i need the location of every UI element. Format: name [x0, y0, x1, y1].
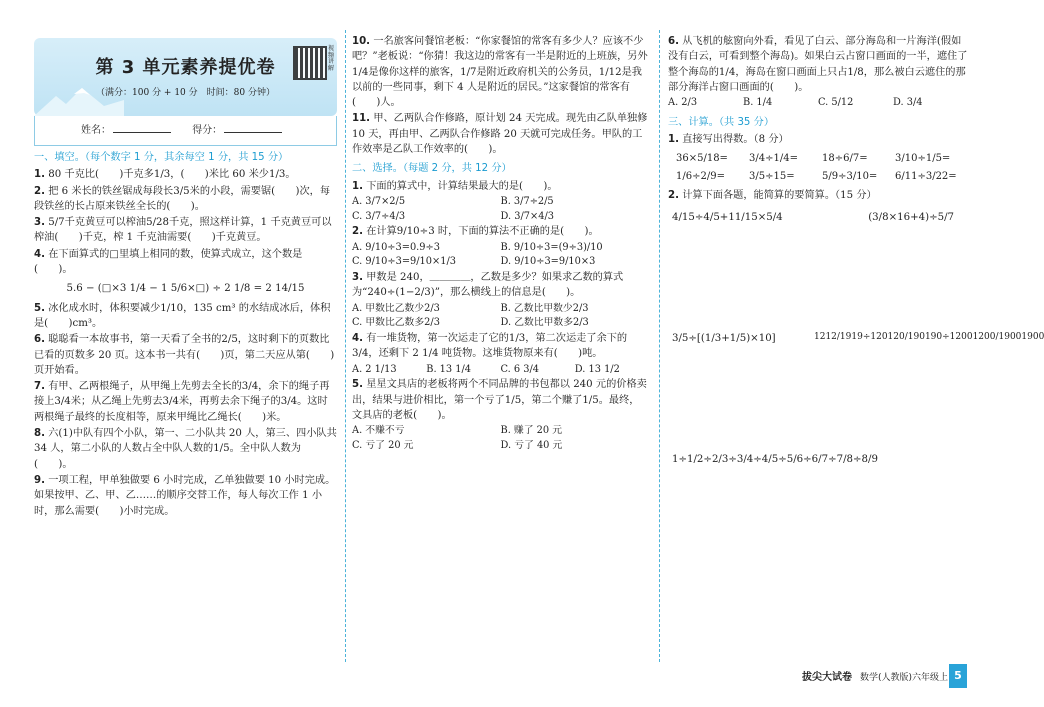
calc-item: 3/4÷1/4=: [749, 153, 798, 165]
option[interactable]: A. 不赚不亏: [352, 425, 405, 437]
qr-code-icon[interactable]: [293, 46, 327, 80]
calc-2-row-2: [672, 331, 1044, 346]
exam-info: （满分：100 分 + 10 分 时间：80 分钟）: [96, 88, 275, 98]
calc-expression: 4/15÷4/5+11/15×5/4: [672, 211, 783, 223]
score-label: 得分：: [192, 125, 223, 136]
column-left: [34, 38, 337, 700]
calc-item: 36×5/18=: [676, 153, 728, 165]
qr-label: 视频讲解: [327, 45, 334, 72]
option[interactable]: C. 5/12: [818, 97, 854, 109]
calc-expression: 1212/1919÷120120/190190÷12001200/19001900: [814, 332, 1044, 343]
choice-5-options-a: [352, 424, 649, 439]
choice-4: 4. 有一堆货物，第一次运走了它的1/3，第二次运走了余下的3/4，还剩下 2 1/4 吨货物。这堆货物原来有( )吨。: [352, 332, 628, 360]
column-divider: [345, 30, 346, 662]
choice-6-options: [668, 96, 968, 111]
option[interactable]: C. 甲数比乙数多2/3: [352, 317, 440, 329]
choice-1: 1. 下面的算式中，计算结果最大的是( )。: [352, 180, 558, 192]
choice-1-options-b: [352, 210, 649, 225]
option[interactable]: C. 6 3/4: [500, 363, 539, 375]
mountain-decoration: [34, 82, 124, 116]
option[interactable]: B. 乙数比甲数少2/3: [500, 302, 589, 314]
question-8: 8. 六(1)中队有四个小队，第一、二小队共 20 人，第三、四小队共 34 人，第二小队的人数占全中队人数的1/5。全中队人数为( )。: [34, 428, 337, 470]
choice-2-options-b: [352, 255, 649, 270]
choice-6: 6. 从飞机的舷窗向外看，看见了白云、部分海岛和一片海洋(假如没有白云，可看到整个海岛)。如果白云占窗口画面的一半，遮住了整个海岛的1/4，海岛在窗口画面上只占1/8，那么被白云遮住的那部分海洋占窗口画面的( )。: [668, 36, 968, 93]
option[interactable]: D. 13 1/2: [574, 363, 620, 375]
choice-3-options-b: [352, 316, 649, 331]
name-field[interactable]: [113, 123, 171, 133]
section-fill-in: 一、填空。（每个数字 1 分，其余每空 1 分，共 15 分）: [34, 152, 289, 163]
section-choice: 二、选择。（每题 2 分，共 12 分）: [352, 163, 512, 175]
calc-2: 2. 计算下面各题，能简算的要简算。（15 分）: [668, 190, 877, 202]
calc-item: 5/9÷3/10=: [822, 171, 878, 183]
option[interactable]: B. 9/10÷3=(9÷3)/10: [500, 241, 603, 253]
calc-expression: 1÷1/2÷2/3÷3/4÷4/5÷5/6÷6/7÷7/8÷8/9: [672, 454, 878, 466]
question-11: 11. 甲、乙两队合作修路，原计划 24 天完成。现先由乙队单独修 10 天，再由甲、乙两队合作修路 20 天就可完成任务。甲队的工作效率是乙队工作效率的( )。: [352, 113, 648, 156]
name-score-box: [34, 116, 337, 146]
option[interactable]: C. 亏了 20 元: [352, 439, 414, 451]
column-middle: [352, 34, 649, 696]
title-banner: [34, 38, 337, 116]
calc-2-row-1: [672, 210, 954, 225]
option[interactable]: D. 3/4: [893, 97, 923, 109]
answer-space[interactable]: [668, 346, 968, 446]
option[interactable]: C. 3/7÷4/3: [352, 210, 406, 222]
option[interactable]: B. 赚了 20 元: [500, 425, 563, 437]
calc-item: 3/5÷15=: [749, 171, 795, 183]
option[interactable]: B. 3/7÷2/5: [500, 195, 554, 207]
calc-item: 3/10÷1/5=: [895, 153, 951, 165]
choice-5-options-b: [352, 439, 649, 454]
choice-2-options-a: [352, 241, 649, 256]
name-label: 姓名：: [81, 125, 111, 136]
calc-expression: (3/8×16+4)÷5/7: [868, 211, 954, 223]
calc-item: 18÷6/7=: [822, 153, 868, 165]
page-title: 第 3 单元素养提优卷: [95, 57, 276, 78]
footer: [802, 670, 948, 686]
choice-2: 2. 在计算9/10÷3 时，下面的算法不正确的是( )。: [352, 226, 599, 238]
option[interactable]: C. 9/10÷3=9/10×1/3: [352, 256, 457, 268]
calc-item: 1/6÷2/9=: [676, 171, 725, 183]
brand-name: 拔尖大试卷: [801, 672, 852, 683]
choice-3-options-a: [352, 302, 649, 317]
question-6: 6. 聪聪看一本故事书，第一天看了全书的2/5，这时剩下的页数比已看的页数多 20 页。这本书一共有( )页，第二天应从第( )页开始看。: [34, 334, 335, 376]
option[interactable]: A. 2/3: [668, 97, 698, 109]
option[interactable]: A. 9/10÷3=0.9÷3: [352, 241, 440, 253]
option[interactable]: A. 甲数比乙数少2/3: [352, 302, 440, 314]
calc-expression: 3/5÷[(1/3+1/5)×10]: [672, 333, 776, 345]
option[interactable]: D. 3/7×4/3: [500, 210, 554, 222]
question-9: 9. 一项工程，甲单独做要 6 小时完成，乙单独做要 10 小时完成。如果按甲、乙、甲、乙……的顺序交替工作，每人每次工作 1 小时，那么需要( )小时完成。: [34, 474, 336, 517]
option[interactable]: D. 亏了 40 元: [500, 439, 563, 451]
option[interactable]: A. 2 1/13: [352, 363, 397, 375]
question-10: 10. 一名旅客问餐馆老板：“你家餐馆的常客有多少人？应该不少吧？”老板说：“你猜！我这边的常客有一半是附近的上班族，另外1/4是像你这样的旅客，1/7是附近政府机关的公务员，1/12是我以前的一些同事，剩下 4 人是附近的居民。”这家餐馆的常客有( )人。: [352, 36, 648, 109]
score-field[interactable]: [224, 123, 282, 133]
choice-1-options-a: [352, 195, 649, 210]
calc-item: 6/11÷3/22=: [895, 171, 957, 183]
answer-space[interactable]: [668, 225, 968, 325]
column-right: [668, 34, 1044, 696]
option[interactable]: B. 13 1/4: [426, 363, 472, 375]
choice-5: 5. 星星文具店的老板将两个不同品牌的书包都以 240 元的价格卖出，结果与进价相比，第一个亏了1/5，第二个赚了1/5。最终，文具店的老板( )。: [352, 379, 647, 421]
choice-4-options: [352, 363, 649, 378]
question-1: 1. 80 千克比( )千克多1/3，( )米比 60 米少1/3。: [34, 169, 296, 181]
calc-1-grid: [676, 151, 968, 184]
question-7: 7. 有甲、乙两根绳子，从甲绳上先剪去全长的3/4，余下的绳子再接上3/4米；从乙绳上先剪去3/4米，再剪去余下绳子的3/4。这时两根绳子最终的长度相等，原来甲绳比乙绳长( )米。: [34, 381, 330, 423]
column-divider: [659, 30, 660, 662]
subject-label: 数学(人教版)六年级上: [859, 673, 948, 683]
option[interactable]: A. 3/7×2/5: [352, 195, 406, 207]
question-3: 3. 5/7千克黄豆可以榨油5/28千克，照这样计算，1 千克黄豆可以榨油( )千克，榨 1 千克油需要( )千克黄豆。: [34, 217, 332, 244]
question-2: 2. 把 6 米长的铁丝锯成每段长3/5米的小段，需要锯( )次，每段铁丝的长占原来铁丝全长的( )。: [34, 185, 331, 212]
option[interactable]: B. 1/4: [743, 97, 773, 109]
option[interactable]: D. 9/10÷3=9/10×3: [500, 256, 596, 268]
choice-3: 3. 甲数是 240，＿＿＿＿，乙数是多少？如果求乙数的算式为“240÷(1−2/3)”，那么横线上的信息是( )。: [352, 272, 624, 299]
question-4-formula: 5.6 − (□×3 1/4 − 1 5/6×□) ÷ 2 1/8 = 2 14/15: [66, 283, 305, 295]
calc-2-row-3: [672, 452, 954, 467]
question-4: 4. 在下面算式的□里填上相同的数，使算式成立，这个数是( )。: [34, 248, 303, 276]
option[interactable]: D. 乙数比甲数多2/3: [500, 317, 589, 329]
calc-1: 1. 直接写出得数。（8 分）: [668, 134, 789, 146]
question-5: 5. 冰化成水时，体积要减少1/10，135 cm³ 的水结成冰后，体积是( )cm³。: [34, 302, 331, 329]
section-calculation: 三、计算。（共 35 分）: [668, 116, 775, 128]
page-number: 5: [949, 664, 967, 688]
